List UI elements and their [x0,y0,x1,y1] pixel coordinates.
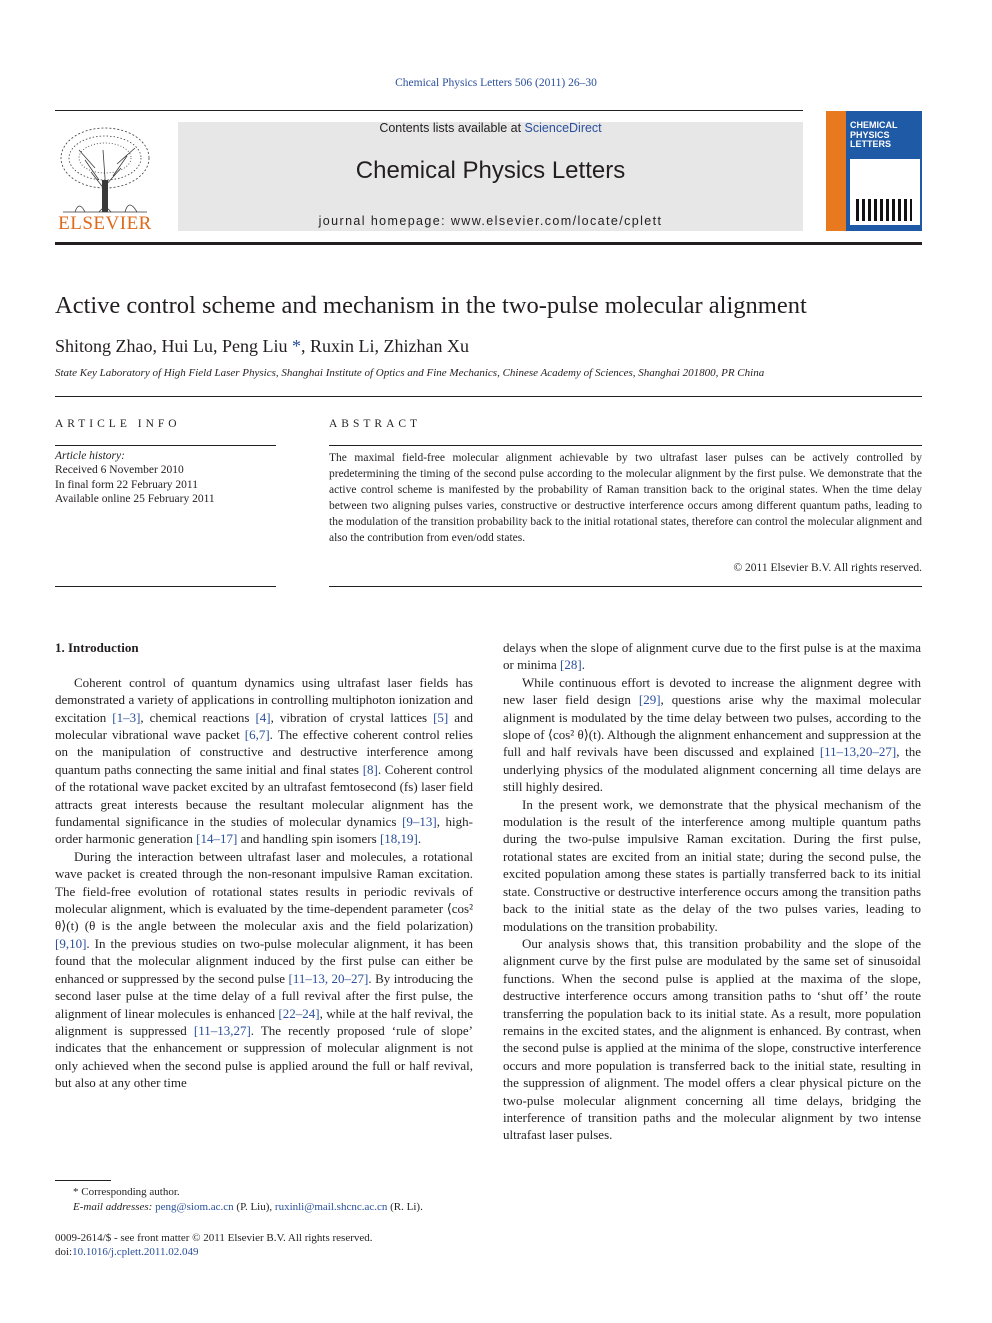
history-final-form: In final form 22 February 2011 [55,478,198,491]
paragraph-right-2: In the present work, we demonstrate that the physical mechanism of the modulation is the result of the interference among multiple quantum paths during the two-pulse impulsive Raman excitation. During the first pulse, rotational states are excited from an initial state; during the second pulse, the excited population among these states is partially transferred back to its initial state. Constructive or destructive interference occurs among the transition paths back to the initial state as the delay of the two pulses varies, leading to modulations on the transition probability. [503,796,921,934]
paragraph-right-0: delays when the slope of alignment curve due to the first pulse is at the maxima or minima [28]. [503,640,921,673]
elsevier-wordmark[interactable]: ELSEVIER [58,213,152,234]
authors-part-a: Shitong Zhao, Hui Lu, Peng Liu [55,336,288,356]
email-link-li[interactable]: ruxinli@mail.shcnc.ac.cn [274,1201,388,1213]
doi-line: doi:10.1016/j.cplett.2011.02.049 [55,1246,199,1258]
contents-available-line [178,121,803,135]
email-addresses: E-mail addresses: peng@siom.ac.cn (P. Liu), ruxinli@mail.shcnc.ac.cn (R. Li). [73,1201,423,1213]
email-link-liu[interactable]: peng@siom.ac.cn [155,1201,234,1213]
ref-link[interactable]: [4] [255,709,271,725]
header-rule-bottom [55,242,922,245]
sciencedirect-link[interactable]: ScienceDirect [524,121,602,135]
ref-link[interactable]: [6,7] [244,727,270,743]
corresponding-author-mark[interactable]: * [292,336,301,356]
ref-link[interactable]: [11–13, 20–27] [288,970,369,986]
ref-link[interactable]: [1–3] [112,709,141,725]
contents-prefix: Contents lists available at [379,121,525,135]
cover-figure-bars [856,199,912,221]
ref-link[interactable]: [5] [433,709,449,725]
abstract-rule-bottom [329,586,922,587]
paragraph-left-2: During the interaction between ultrafast laser and molecules, a rotational wave packet is created through the non-resonant impulsive Raman excitation. The field-free evolution of rotational states results in periodic revivals of molecular alignment, which is evaluated by the time-dependent parameter ⟨cos² θ⟩(t) (θ is the angle between the molecular axis and the field polarization) [9,10]. In the previous studies on two-pulse molecular alignment, it has been found that the molecular alignment induced by the first pulse can either be enhanced or suppressed by the second pulse [11–13, 20–27]. By introducing the second laser pulse at the time delay of a full revival after the first pulse, the alignment of linear molecules is enhanced [22–24], while at the half revival, the alignment is suppressed [11–13,27]. The recently proposed ‘rule of slope’ indicates that the enhancement or suppression of molecular alignment is not only achieved when the second pulse is applied around the full or half revival, but also at any other time [55,848,473,1091]
cover-title: CHEMICAL PHYSICS LETTERS [850,120,898,149]
ref-link[interactable]: [8] [362,761,378,777]
history-label: Article history: [55,450,125,462]
ref-link[interactable]: [22–24] [278,1005,320,1021]
body-column-right [503,639,921,1144]
footnotes [55,1185,473,1215]
abstract-text: The maximal field-free molecular alignment achievable by two ultrafast laser pulses can be actively controlled by predetermining the timing of the second pulse according to the molecular alignment by the first pulse. We demonstrate that the active control scheme is manifested by the probability of Raman transition back to the original states. When the time delay between two aligning pulses varies, constructive or destructive interference occurs among different quantum paths, leading to the modulation of the transition probability back to the initial rotational states, therefore can control the molecular alignment and also the contribution from even/odd states. [329,452,922,544]
journal-name: Chemical Physics Letters [355,157,626,184]
section-heading-introduction: 1. Introduction [55,640,139,655]
footnote-rule [55,1180,111,1181]
article-info-heading: ARTICLE INFO [55,418,181,430]
history-received: Received 6 November 2010 [55,464,184,477]
header-rule-top [55,110,803,111]
ref-link[interactable]: [11–13,27] [193,1022,251,1038]
journal-cover-image[interactable] [826,111,922,231]
history-online: Available online 25 February 2011 [55,492,215,505]
author-list [55,336,469,357]
ref-link[interactable]: [11–13,20–27] [819,744,897,760]
article-title: Active control scheme and mechanism in the two-pulse molecular alignment [55,292,807,319]
ref-link[interactable]: [18,19] [379,831,418,847]
authors-part-b: , Ruxin Li, Zhizhan Xu [301,336,469,356]
issn-line: 0009-2614/$ - see front matter © 2011 Elsevier B.V. All rights reserved. [55,1232,373,1244]
ref-link[interactable]: [28] [560,657,582,673]
ref-link[interactable]: [9–13] [402,814,437,830]
cover-orange-stripe [826,111,846,231]
ref-link[interactable]: [14–17] [196,831,238,847]
title-rule [55,396,922,397]
article-history [55,449,276,506]
paragraph-right-3: Our analysis shows that, this transition probability and the slope of the alignment curve by the first pulse are modulated by the same set of sinusoidal functions. When the second pulse is applied at the maxima of the slope, destructive interference occurs among transition paths to ‘shut off’ the route transferring the population back to its initial state. As a result, more population remains in the excited states, and the alignment is enhanced. By contrast, when the second pulse is applied at the minima of the slope, constructive interference occurs and more population is transferred back to the initial state, resulting in the suppression of alignment. The model offers a clear physical picture on the two-pulse molecular alignment concerning all time delays, bridging the interference of transition paths and the molecular alignment by two intense ultrafast laser pulses. [503,935,921,1143]
ref-link[interactable]: [29] [638,692,661,708]
doi-link[interactable]: 10.1016/j.cplett.2011.02.049 [72,1246,199,1258]
abstract-copyright: © 2011 Elsevier B.V. All rights reserved. [733,562,922,574]
abstract-heading: ABSTRACT [329,418,422,430]
body-column-left [55,639,473,1092]
journal-homepage[interactable]: journal homepage: www.elsevier.com/locate/cplett [318,214,663,228]
paragraph-left-1: Coherent control of quantum dynamics using ultrafast laser fields has demonstrated a variety of applications in controlling multiphoton ionization and excitation [1–3], chemical reactions [4], vibration of crystal lattices [5] and molecular vibrational wave packet [6,7]. The effective coherent control relies on the manipulation of constructive and destructive interference among quantum paths connecting the same initial and final states [8]. Coherent control of the rotational wave packet excited by an ultrafast femtosecond (fs) laser field attracts great interests because the resultant molecular alignment has the fundamental significance in the studies of molecular dynamics [9–13], high-order harmonic generation [14–17] and handling spin isomers [18,19]. [55,674,473,847]
article-info-rule-top [55,445,276,446]
paragraph-right-1: While continuous effort is devoted to increase the alignment degree with new laser field design [29], questions arise why the maximal molecular alignment is modulated by the time delay between two pulses, according to the slope of ⟨cos² θ⟩(t). Although the alignment enhancement and suppression at the full and half revivals have been discussed and explained [11–13,20–27], the underlying physics of the modulated alignment concerning all time delays are still highly desired. [503,674,921,795]
bottom-meta [55,1231,473,1259]
journal-citation[interactable]: Chemical Physics Letters 506 (2011) 26–30 [395,77,597,89]
abstract-rule-top [329,445,922,446]
ref-link[interactable]: [9,10] [55,935,87,951]
article-info-rule-bottom [55,586,276,587]
affiliation: State Key Laboratory of High Field Laser Physics, Shanghai Institute of Optics and Fine Mechanics, Chinese Academy of Sciences, Shanghai 201800, PR China [55,367,765,379]
corresponding-author-note: * Corresponding author. [73,1186,180,1198]
